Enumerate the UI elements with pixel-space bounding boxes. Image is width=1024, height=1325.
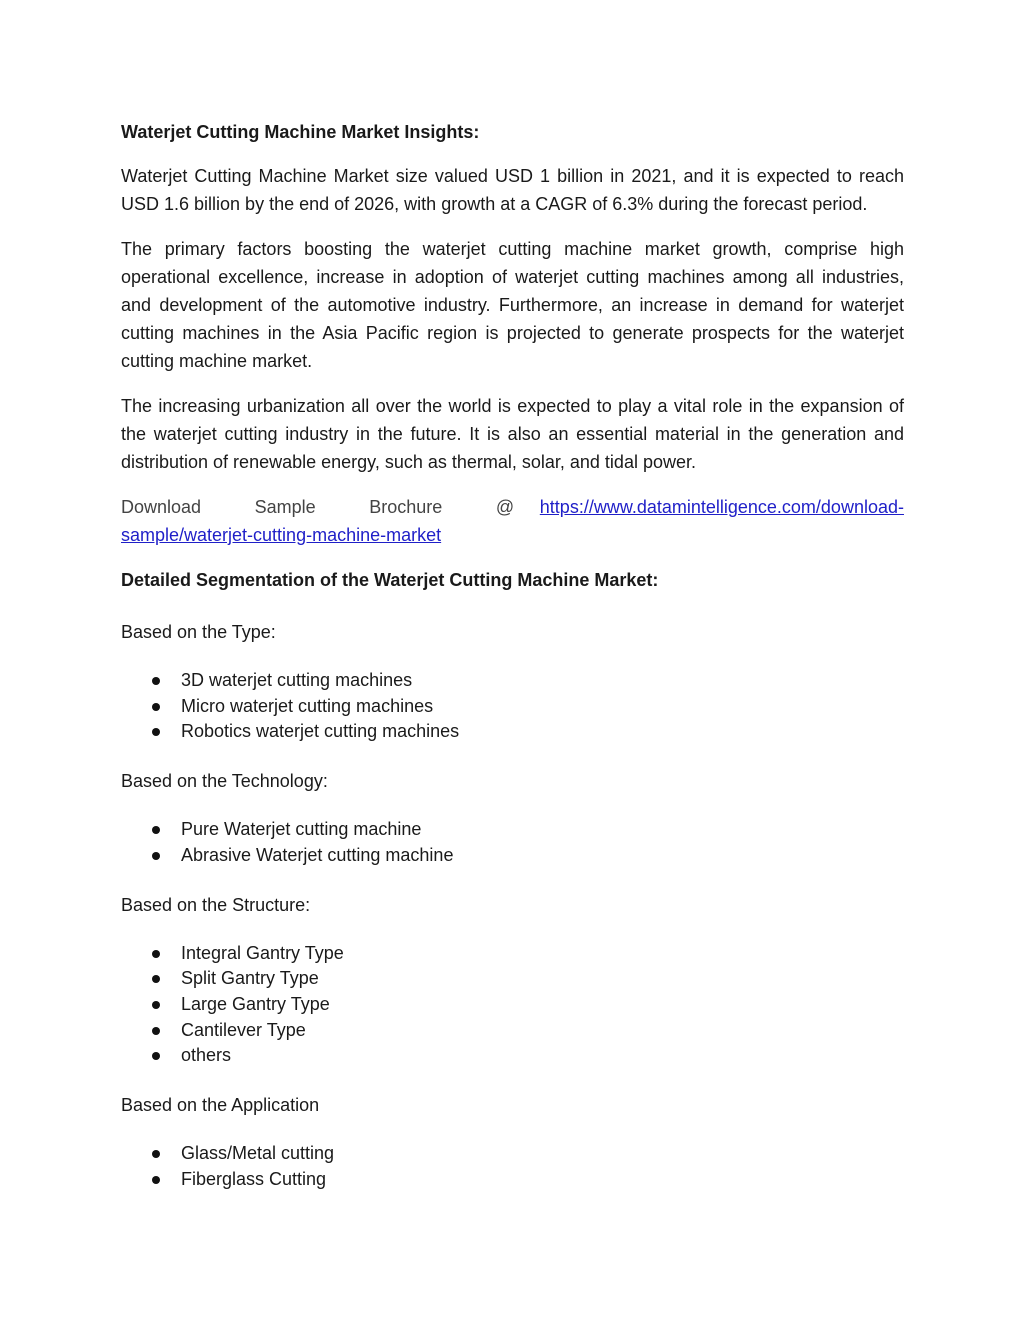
bullet-icon xyxy=(152,826,160,834)
download-label: Download Sample Brochure @ xyxy=(121,497,515,517)
bullet-icon xyxy=(152,1001,160,1009)
segment-list xyxy=(121,817,904,868)
bullet-icon xyxy=(152,852,160,860)
bullet-icon xyxy=(152,950,160,958)
bullet-icon xyxy=(152,728,160,736)
list-item-label: Large Gantry Type xyxy=(181,993,330,1014)
segment-application xyxy=(121,1091,904,1192)
list-item-label: 3D waterjet cutting machines xyxy=(181,670,413,690)
list-item-label: Cantilever Type xyxy=(181,1019,306,1040)
bullet-icon xyxy=(152,1176,160,1184)
list-item xyxy=(121,1141,904,1167)
bullet-icon xyxy=(152,975,160,983)
list-item xyxy=(121,1167,904,1193)
segmentation-heading: Detailed Segmentation of the Waterjet Cutting Machine Market: xyxy=(121,570,659,590)
segment-heading: Based on the Technology: xyxy=(121,771,328,792)
download-link[interactable]: https://www.datamintelligence.com/download-sample/waterjet-cutting-machine-market xyxy=(121,497,904,545)
segment-list xyxy=(121,1141,904,1192)
segment-type xyxy=(121,618,904,745)
list-item xyxy=(121,719,904,745)
list-item xyxy=(121,1043,904,1069)
list-item-label: Split Gantry Type xyxy=(181,968,319,989)
document-body xyxy=(121,118,904,1214)
list-item xyxy=(121,817,904,843)
list-item xyxy=(121,966,904,992)
segment-heading: Based on the Application xyxy=(121,1095,320,1116)
list-item-label: Fiberglass Cutting xyxy=(181,1168,327,1189)
paragraph-market-size: Waterjet Cutting Machine Market size valued USD 1 billion in 2021, and it is expected to reach USD 1.6 billion by the end of 2026, with growth at a CAGR of 6.3% during the forecast period. xyxy=(121,166,904,214)
list-item-label: Glass/Metal cutting xyxy=(181,1143,335,1164)
list-item xyxy=(121,992,904,1018)
list-item xyxy=(121,941,904,967)
segment-structure xyxy=(121,891,904,1070)
list-item-label: Pure Waterjet cutting machine xyxy=(181,819,422,840)
segment-heading: Based on the Structure: xyxy=(121,894,311,915)
bullet-icon xyxy=(152,1027,160,1035)
segment-list xyxy=(121,941,904,1070)
bullet-icon xyxy=(152,1150,160,1158)
list-item-label: Robotics waterjet cutting machines xyxy=(181,721,460,742)
download-brochure-line xyxy=(121,493,904,549)
list-item-label: Micro waterjet cutting machines xyxy=(181,695,434,716)
list-item xyxy=(121,1018,904,1044)
paragraph-growth-factors: The primary factors boosting the waterjet cutting machine market growth, comprise high operational excellence, increase in adoption of waterjet cutting machines among all industries, and development of the automotive industry. Furthermore, an increase in demand for waterjet cutting machines in the Asia Pacific region is projected to generate prospects for the waterjet cutting machine market. xyxy=(121,239,904,371)
paragraph-urbanization: The increasing urbanization all over the world is expected to play a vital role in the expansion of the waterjet cutting industry in the future. It is also an essential material in the generation and distribution of renewable energy, such as thermal, solar, and tidal power. xyxy=(121,396,904,472)
list-item xyxy=(121,843,904,869)
list-item-label: Integral Gantry Type xyxy=(181,942,344,963)
bullet-icon xyxy=(152,1052,160,1060)
list-item xyxy=(121,694,904,720)
list-item xyxy=(121,668,904,694)
page-title: Waterjet Cutting Machine Market Insights: xyxy=(121,122,480,142)
segment-technology xyxy=(121,767,904,868)
bullet-icon xyxy=(152,677,160,685)
bullet-icon xyxy=(152,703,160,711)
segment-heading: Based on the Type: xyxy=(121,622,276,642)
list-item-label: others xyxy=(181,1045,232,1066)
segment-list xyxy=(121,668,904,745)
list-item-label: Abrasive Waterjet cutting machine xyxy=(181,844,454,865)
